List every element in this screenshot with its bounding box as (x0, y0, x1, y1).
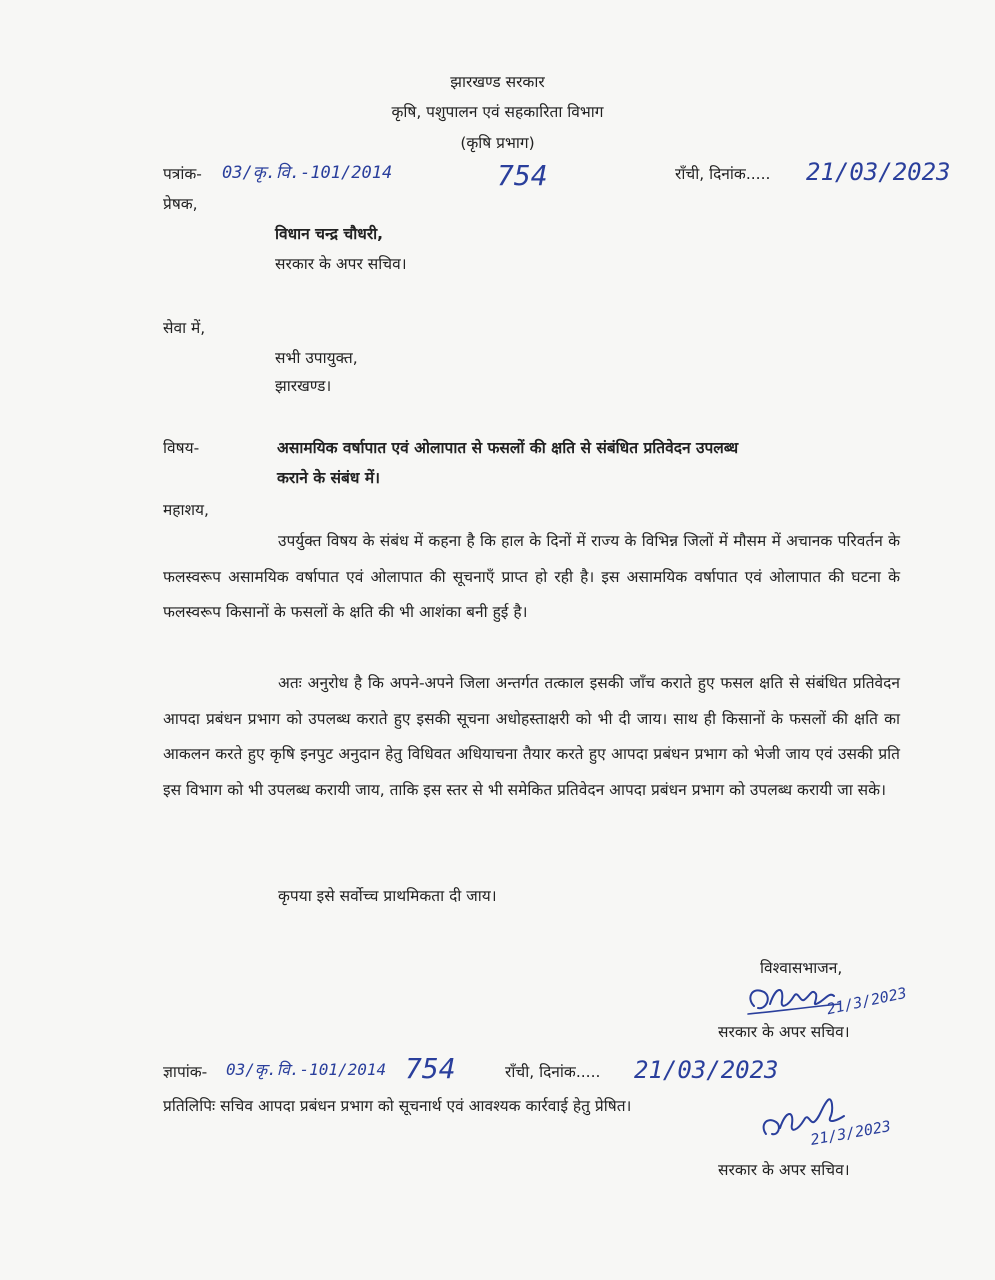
ref-number-handwritten: 03/कृ.वि.-101/2014 (222, 163, 393, 183)
place-date-label: राँची, दिनांक..... (675, 165, 771, 183)
signature-1-date: 21/3/2023 (825, 983, 909, 1019)
recipient-label: सेवा में, (163, 319, 206, 337)
dispatch-number-handwritten: 754 (497, 159, 548, 192)
body-paragraph-2-text: अतः अनुरोध है कि अपने-अपने जिला अन्तर्गत तत्काल इसकी जाँच कराते हुए फसल क्षति से संबंधित प्रतिवेदन आपदा प्रबंधन प्रभाग को उपलब्ध कराते हुए इसकी सूचना अधोहस्ताक्षरी को भी दी जाय। साथ ही किसानों के फसलों की क्षति का आकलन करते हुए कृषि इनपुट अनुदान हेतु विधिवत अधियाचना तैयार करते हुए आपदा प्रबंधन प्रभाग को भेजी जाय एवं उसकी प्रति इस विभाग को भी उपलब्ध करायी जाय, ताकि इस स्तर से भी समेकित प्रतिवेदन आपदा प्रबंधन प्रभाग को उपलब्ध करायी जा सके। (163, 674, 900, 799)
ref-label: पत्रांक- (163, 165, 202, 183)
body-paragraph-1-text: उपर्युक्त विषय के संबंध में कहना है कि हाल के दिनों में राज्य के विभिन्न जिलों में मौसम में अचानक परिवर्तन के फलस्वरूप असामयिक वर्षापात एवं ओलापात की सूचनाएँ प्राप्त हो रही है। इस असामयिक वर्षापात एवं ओलापात की घटना के फलस्वरूप किसानों के फसलों के क्षति की भी आशंका बनी हुई है। (163, 532, 900, 621)
division-name: (कृषि प्रभाग) (460, 134, 535, 152)
body-paragraph-3: कृपया इसे सर्वोच्च प्राथमिकता दी जाय। (278, 887, 497, 905)
sender-name: विधान चन्द्र चौधरी, (275, 225, 384, 243)
subject-line2: कराने के संबंध में। (277, 469, 380, 487)
recipient-line2: झारखण्ड। (275, 377, 332, 395)
sender-label: प्रेषक, (163, 195, 198, 213)
valediction: विश्वासभाजन, (760, 959, 843, 977)
recipient-line1: सभी उपायुक्त, (275, 349, 358, 367)
memo-label: ज्ञापांक- (163, 1063, 208, 1081)
memo-date-handwritten: 21/03/2023 (634, 1056, 779, 1084)
copy-text: प्रतिलिपिः सचिव आपदा प्रबंधन प्रभाग को सूचनार्थ एवं आवश्यक कार्रवाई हेतु प्रेषित। (163, 1097, 632, 1115)
department-name: कृषि, पशुपालन एवं सहकारिता विभाग (391, 103, 604, 121)
memo-ref-number-handwritten: 03/कृ.वि.-101/2014 (226, 1060, 387, 1079)
sender-designation: सरकार के अपर सचिव। (275, 255, 407, 273)
subject-label: विषय- (163, 439, 200, 457)
memo-designation: सरकार के अपर सचिव। (718, 1161, 850, 1179)
date-handwritten: 21/03/2023 (806, 158, 951, 186)
closing-designation: सरकार के अपर सचिव। (718, 1023, 850, 1041)
salutation: महाशय, (163, 501, 209, 519)
body-paragraph-2 (163, 666, 900, 808)
government-name: झारखण्ड सरकार (450, 73, 545, 91)
body-paragraph-1 (163, 524, 900, 631)
signature-2-date: 21/3/2023 (809, 1117, 893, 1149)
memo-dispatch-number-handwritten: 754 (405, 1052, 456, 1085)
subject-line1: असामयिक वर्षापात एवं ओलापात से फसलों की क्षति से संबंधित प्रतिवेदन उपलब्ध (277, 439, 739, 457)
memo-place-date-label: राँची, दिनांक..... (505, 1063, 601, 1081)
